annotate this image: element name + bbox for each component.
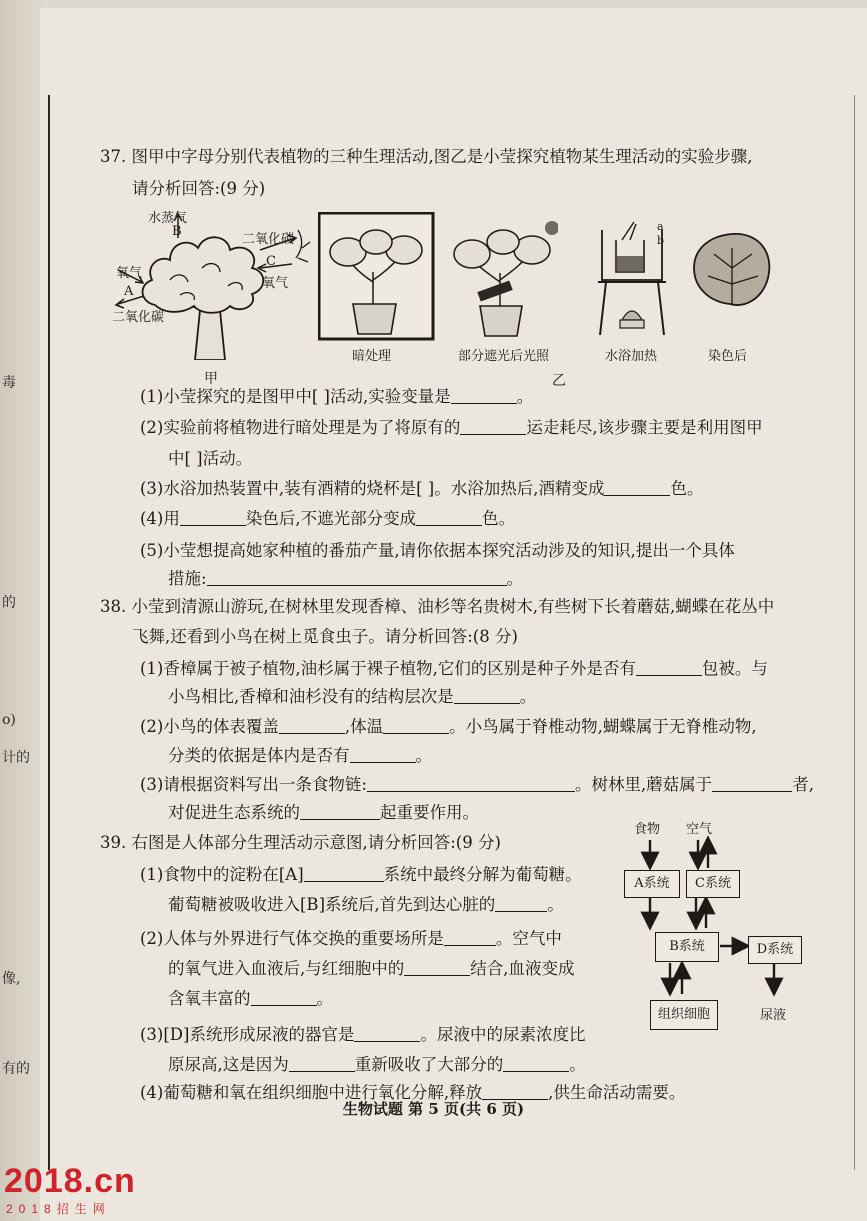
system-a-box: A系统: [624, 870, 680, 898]
label-water-bath: 水浴加热: [605, 349, 658, 364]
q39-part3: (3)[D]系统形成尿液的器官是 。尿液中的尿素浓度比: [140, 1025, 586, 1044]
watermark-subtitle: 2018招生网: [6, 1202, 111, 1216]
system-c-box: C系统: [686, 870, 740, 898]
q39-part2-cont: 的氧气进入血液后,与红细胞中的 结合,血液变成: [168, 959, 575, 978]
label-co2-top: 二氧化碳: [242, 232, 295, 247]
label-stained: 染色后: [708, 349, 748, 364]
page-right-line: [854, 95, 855, 1170]
q38-stem: 38. 小莹到清源山游玩,在树林里发现香樟、油杉等名贵树木,有些树下长着蘑菇,蝴蝶在花丛中: [100, 597, 775, 616]
system-b-box: B系统: [655, 932, 719, 962]
q39-part1: (1)食物中的淀粉在[A] 系统中最终分解为葡萄糖。: [140, 865, 582, 884]
q37-part4: (4)用 染色后,不遮光部分变成 色。: [140, 509, 516, 528]
left-fragment: o): [2, 712, 16, 728]
q39-part2: (2)人体与外界进行气体交换的重要场所是 。空气中: [140, 929, 562, 948]
q37-part5-cont: 措施: 。: [168, 569, 524, 588]
label-o2-right: 氧气: [262, 276, 289, 291]
label-a: a: [657, 220, 664, 233]
label-C: C: [266, 254, 276, 269]
left-fragment: 像,: [2, 971, 21, 987]
label-partial-shading: 部分遮光后光照: [458, 349, 550, 364]
q38-part1-cont: 小鸟相比,香樟和油杉没有的结构层次是 。: [168, 687, 537, 706]
q37-part2: (2)实验前将植物进行暗处理是为了将原有的 运走耗尽,该步骤主要是利用图甲: [140, 418, 763, 437]
q38-part1: (1)香樟属于被子植物,油杉属于裸子植物,它们的区别是种子外是否有 包被。与: [140, 659, 768, 678]
q37-part1: (1)小莹探究的是图甲中[ ]活动,实验变量是 。: [140, 387, 534, 406]
label-food: 食物: [634, 822, 661, 837]
q39-stem: 39. 右图是人体部分生理活动示意图,请分析回答:(9 分): [100, 833, 501, 852]
label-A: A: [124, 284, 134, 299]
left-fragment: 的: [2, 595, 16, 611]
q37-part3: (3)水浴加热装置中,装有酒精的烧杯是[ ]。水浴加热后,酒精变成 色。: [140, 479, 704, 498]
system-d-box: D系统: [748, 936, 802, 964]
watermark-logo: 2018.cn: [4, 1162, 136, 1200]
partial-shading-illustration: [448, 218, 558, 342]
q39-part3-cont: 原尿高,这是因为 重新吸收了大部分的 。: [168, 1055, 586, 1074]
q38-part2-cont: 分类的依据是体内是否有 。: [168, 746, 432, 765]
q39-part1-cont: 葡萄糖被吸收进入[B]系统后,首先到达心脏的 。: [168, 895, 564, 914]
label-b: b: [657, 234, 665, 247]
q38-part2: (2)小鸟的体表覆盖 ,体温 。小鸟属于脊椎动物,蝴蝶属于无脊椎动物,: [140, 717, 757, 736]
label-B: B: [172, 224, 182, 239]
left-fragment: 毒: [2, 375, 16, 391]
q39-part2-cont2: 含氧丰富的 。: [168, 989, 333, 1008]
caption-jia: 甲: [204, 371, 218, 387]
label-dark-treatment: 暗处理: [352, 349, 392, 364]
stained-leaf-illustration: [688, 228, 776, 312]
q38-part3-cont: 对促进生态系统的 起重要作用。: [168, 803, 479, 822]
label-water-vapor: 水蒸气: [148, 211, 188, 226]
page-margin-line: [48, 95, 50, 1170]
label-o2-left: 氧气: [116, 266, 143, 281]
left-fragment: 计的: [2, 750, 30, 766]
q37-stem-2: 请分析回答:(9 分): [132, 179, 266, 198]
label-air: 空气: [686, 822, 713, 837]
q37-part5: (5)小莹想提高她家种植的番茄产量,请你依据本探究活动涉及的知识,提出一个具体: [140, 541, 735, 560]
page-footer: 生物试题 第 5 页(共 6 页): [342, 1100, 525, 1118]
left-fragment: 有的: [2, 1061, 30, 1077]
diagram-arrows: [612, 818, 812, 1028]
tissue-cell-box: 组织细胞: [650, 1000, 718, 1030]
q37-stem: 37. 图甲中字母分别代表植物的三种生理活动,图乙是小莹探究植物某生理活动的实验步骤,: [100, 147, 753, 166]
dark-treatment-illustration: [318, 212, 436, 342]
label-co2-bottom: 二氧化碳: [112, 310, 165, 325]
q38-stem-2: 飞舞,还看到小鸟在树上觅食虫子。请分析回答:(8 分): [132, 627, 518, 646]
q38-part3: (3)请根据资料写出一条食物链: 。树林里,蘑菇属于 者,: [140, 775, 814, 794]
q39-part4: (4)葡萄糖和氧在组织细胞中进行氧化分解,释放 ,供生命活动需要。: [140, 1083, 686, 1102]
label-urine: 尿液: [760, 1008, 787, 1023]
q37-part2-cont: 中[ ]活动。: [168, 449, 253, 468]
caption-yi: 乙: [552, 373, 566, 389]
